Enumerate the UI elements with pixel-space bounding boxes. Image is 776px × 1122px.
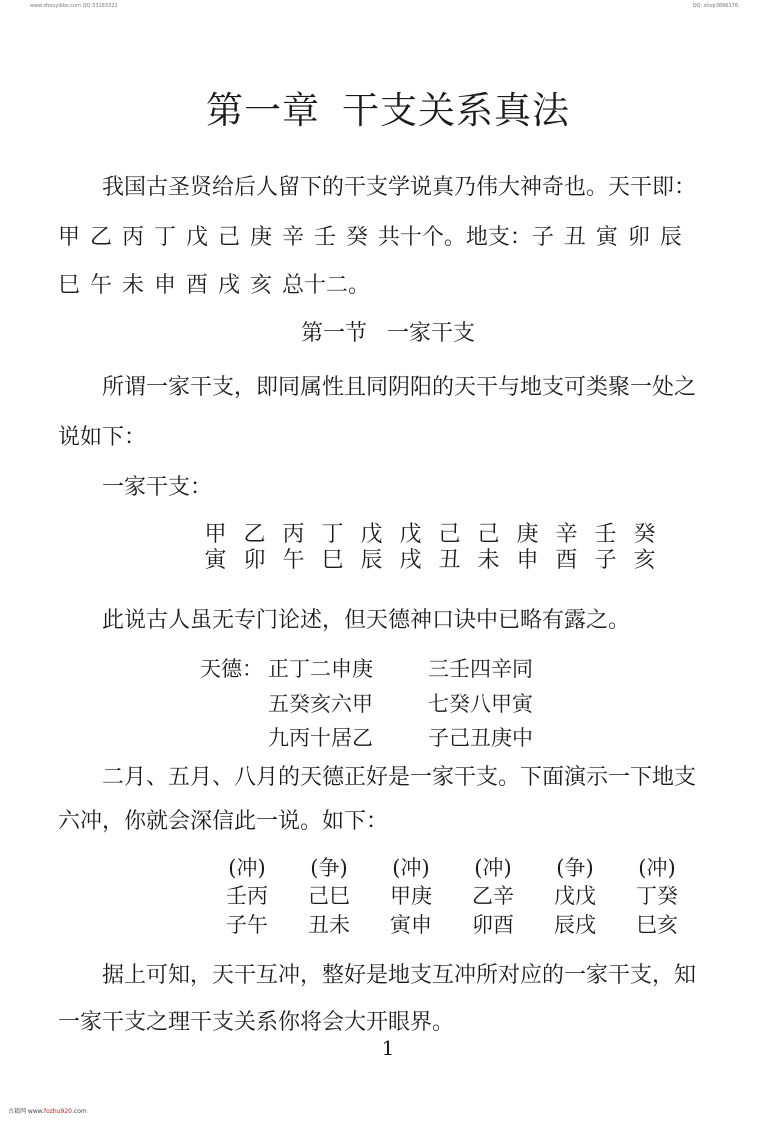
stem-cell: 癸: [633, 522, 656, 547]
tiande-r2c2: 七癸八甲寅: [428, 692, 533, 716]
chong-stems-row: [206, 880, 698, 910]
stem-cell: 己: [438, 522, 461, 547]
tiande-r2c1: 五癸亥六甲: [268, 692, 373, 716]
chong-branch-pair: 辰戌: [554, 913, 596, 937]
chapter-title: [0, 80, 776, 134]
tiande-r1c2: 三壬四辛同: [428, 657, 533, 681]
header-right-text: QQ: shop3666176: [692, 3, 738, 9]
chong-stem-pair: 己巳: [308, 884, 350, 908]
branch-cell: 寅: [204, 548, 227, 573]
list-label: 一家干支：: [102, 475, 213, 500]
chong-stem-pair: 戊戊: [554, 884, 596, 908]
demo-line-2: 六冲，你就会深信此一说。如下：: [58, 809, 389, 834]
tiande-r1c1: 正丁二申庚: [268, 657, 373, 681]
branches-row: [196, 543, 664, 574]
conclusion-line-1: 据上可知，天干互冲，整好是地支互冲所对应的一家干支，知: [102, 963, 697, 988]
chong-branch-pair: 子午: [226, 913, 268, 937]
header-left-text: www.zhouyibbs.com QQ:33183322: [30, 3, 118, 9]
chong-branch-pair: 丑未: [308, 913, 350, 937]
footer-prefix: 古籍网: [8, 1108, 28, 1115]
note-line: 此说古人虽无专门论述，但天德神口诀中已略有露之。: [102, 608, 631, 633]
stem-cell: 丙: [282, 522, 305, 547]
chong-stem-pair: 丁癸: [636, 884, 678, 908]
chong-branches-row: [206, 909, 698, 939]
chong-branch-pair: 寅申: [390, 913, 432, 937]
stem-cell: 乙: [243, 522, 266, 547]
chong-label: (冲): [392, 856, 430, 880]
definition-line-1: 所谓一家干支，即同属性且同阴阳的天干与地支可类聚一处之: [102, 375, 697, 400]
chong-stem-pair: 乙辛: [472, 884, 514, 908]
intro-line-3: 巳 午 未 申 酉 戌 亥 总十二。: [58, 273, 370, 298]
stem-cell: 己: [477, 522, 500, 547]
chong-stem-pair: 甲庚: [390, 884, 432, 908]
stem-cell: 庚: [516, 522, 539, 547]
conclusion-line-2: 一家干支之理干支关系你将会大开眼界。: [58, 1010, 455, 1035]
section-name: 一家干支: [387, 321, 476, 346]
section-title: [0, 316, 776, 347]
branch-cell: 戌: [399, 548, 422, 573]
chong-label: (争): [310, 856, 348, 880]
page-number: 1: [381, 1036, 395, 1060]
footer-www: www.: [27, 1108, 44, 1115]
branch-cell: 卯: [243, 548, 266, 573]
intro-line-1: 我国古圣贤给后人留下的干支学说真乃伟大神奇也。天干即：: [102, 175, 697, 200]
branch-cell: 子: [594, 548, 617, 573]
stem-cell: 戊: [399, 522, 422, 547]
definition-line-2: 说如下：: [58, 425, 147, 450]
chapter-name: 干支关系真法: [342, 89, 570, 132]
branch-cell: 午: [282, 548, 305, 573]
tiande-label: 天德：: [200, 657, 263, 681]
stem-cell: 壬: [594, 522, 617, 547]
chong-labels-row: [206, 852, 698, 882]
chong-label: (冲): [228, 856, 266, 880]
branch-cell: 辰: [360, 548, 383, 573]
branch-cell: 巳: [321, 548, 344, 573]
tiande-r3c1: 九丙十居乙: [268, 726, 373, 750]
branch-cell: 丑: [438, 548, 461, 573]
stem-cell: 丁: [321, 522, 344, 547]
branch-cell: 申: [516, 548, 539, 573]
demo-line-1: 二月、五月、八月的天德正好是一家干支。下面演示一下地支: [102, 765, 697, 790]
chong-label: (争): [556, 856, 594, 880]
tiande-r3c2: 子己丑庚中: [428, 726, 533, 750]
chong-branch-pair: 巳亥: [636, 913, 678, 937]
branch-cell: 酉: [555, 548, 578, 573]
footer-suffix: .com: [72, 1108, 87, 1115]
chong-label: (冲): [474, 856, 512, 880]
chong-branch-pair: 卯酉: [472, 913, 514, 937]
chapter-number: 第一章: [206, 89, 320, 132]
section-number: 第一节: [300, 321, 367, 346]
stem-cell: 戊: [360, 522, 383, 547]
branch-cell: 未: [477, 548, 500, 573]
chong-label: (冲): [638, 856, 676, 880]
stem-cell: 甲: [204, 522, 227, 547]
stem-cell: 辛: [555, 522, 578, 547]
footer-watermark: [8, 1106, 87, 1115]
chong-stem-pair: 壬丙: [226, 884, 268, 908]
footer-domain: fozhu920: [44, 1108, 72, 1115]
intro-line-2: 甲 乙 丙 丁 戊 己 庚 辛 壬 癸 共十个。地支：子 丑 寅 卯 辰: [58, 225, 682, 250]
branch-cell: 亥: [633, 548, 656, 573]
